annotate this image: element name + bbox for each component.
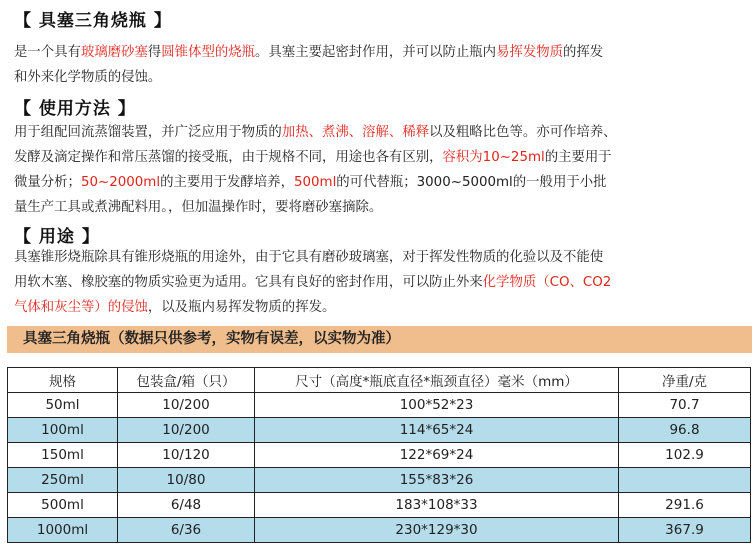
table-cell: 10/200 — [118, 393, 255, 418]
table-cell: 122*69*24 — [255, 443, 619, 468]
table-row — [8, 418, 751, 443]
table-cell: 500ml — [8, 493, 118, 518]
table-header-cell: 规格 — [8, 368, 118, 393]
table-cell: 96.8 — [619, 418, 751, 443]
text-segment: ，以及瓶内易挥发物质的挥发。 — [147, 300, 336, 315]
table-row — [8, 518, 751, 543]
text-segment: 得 — [147, 45, 162, 60]
text-segment: 的主要用于 — [544, 150, 612, 165]
table-header-cell: 净重/克 — [619, 368, 751, 393]
table-cell: 50ml — [8, 393, 118, 418]
text-line — [14, 245, 744, 270]
usage-method-description — [14, 120, 744, 220]
table-header-row — [8, 368, 751, 393]
highlighted-text: 化学物质（CO、CO2 — [482, 275, 612, 290]
table-cell: 291.6 — [619, 493, 751, 518]
purpose-description — [14, 245, 744, 320]
highlighted-text: 玻璃磨砂塞 — [80, 45, 148, 60]
table-cell: 10/200 — [118, 418, 255, 443]
text-segment: 是一个具有 — [14, 45, 81, 60]
highlighted-text: 圆锥体型的烧瓶 — [161, 45, 256, 60]
highlighted-text: 易挥发物质 — [496, 45, 564, 60]
highlighted-text: 容积为10~25ml — [442, 150, 545, 165]
text-segment: 用于组配回流蒸馏装置，并广泛应用于物质的 — [14, 125, 282, 140]
highlighted-text: 加热、煮沸、溶解、稀释 — [281, 125, 430, 140]
highlighted-text: 气体和灰尘等）的侵蚀 — [14, 300, 148, 315]
table-cell: 70.7 — [619, 393, 751, 418]
table-header-cell: 尺寸（高度*瓶底直径*瓶颈直径）毫米（mm） — [255, 368, 619, 393]
table-cell: 100*52*23 — [255, 393, 619, 418]
text-segment: 的主要用于发酵培养， — [160, 175, 294, 190]
text-segment: 微量分析； — [14, 175, 81, 190]
text-line — [14, 195, 744, 220]
text-segment: 用软木塞、橡胶塞的物质实验更为适用。它具有良好的密封作用，可以防止外来 — [14, 275, 483, 290]
highlighted-text: 500ml — [293, 175, 337, 190]
table-header-cell: 包装盒/箱（只） — [118, 368, 255, 393]
table-cell: 102.9 — [619, 443, 751, 468]
table-row — [8, 443, 751, 468]
table-cell: 6/48 — [118, 493, 255, 518]
text-line — [14, 65, 744, 90]
table-cell: 155*83*26 — [255, 468, 619, 493]
table-cell: 10/120 — [118, 443, 255, 468]
table-cell: 367.9 — [619, 518, 751, 543]
text-line — [14, 40, 744, 65]
table-cell: 10/80 — [118, 468, 255, 493]
table-cell: 230*129*30 — [255, 518, 619, 543]
text-segment: 和外来化学物质的侵蚀。 — [14, 70, 162, 85]
table-cell: 6/36 — [118, 518, 255, 543]
table-cell: 114*65*24 — [255, 418, 619, 443]
table-row — [8, 393, 751, 418]
text-line — [14, 270, 744, 295]
section-title-usage-method: 【 使用方法 】 — [14, 99, 136, 119]
text-segment: 以及粗略比色等。亦可作培养、 — [429, 125, 617, 140]
text-segment: 量生产工具或煮沸配料用。，但加温操作时，要将磨砂塞摘除。 — [14, 200, 383, 215]
product-description — [14, 40, 744, 90]
text-line — [14, 295, 744, 320]
text-segment: 的挥发 — [563, 45, 604, 60]
section-title-purpose: 【 用途 】 — [14, 227, 100, 247]
table-row — [8, 493, 751, 518]
text-segment: 发酵及滴定操作和常压蒸馏的接受瓶，由于规格不同，用途也各有区别， — [14, 150, 443, 165]
spec-table-banner: 具塞三角烧瓶（数据只供参考，实物有误差，以实物为准） — [7, 326, 752, 353]
table-row — [8, 468, 751, 493]
text-segment: 具塞锥形烧瓶除具有锥形烧瓶的用途外，由于它具有磨砂玻璃塞，对于挥发性物质的化验以及不能使 — [14, 250, 604, 265]
text-line — [14, 145, 744, 170]
highlighted-text: 50~2000ml — [80, 175, 161, 190]
table-cell: 183*108*33 — [255, 493, 619, 518]
text-segment: 的可代替瓶；3000~5000ml的一般用于小批 — [336, 175, 607, 190]
text-line — [14, 170, 744, 195]
table-cell: 1000ml — [8, 518, 118, 543]
text-segment: 。具塞主要起密封作用，并可以防止瓶内 — [255, 45, 497, 60]
table-cell: 250ml — [8, 468, 118, 493]
text-line — [14, 120, 744, 145]
spec-table — [7, 367, 751, 543]
table-cell — [619, 468, 751, 493]
table-cell: 100ml — [8, 418, 118, 443]
section-title-product: 【 具塞三角烧瓶 】 — [14, 11, 172, 31]
table-cell: 150ml — [8, 443, 118, 468]
